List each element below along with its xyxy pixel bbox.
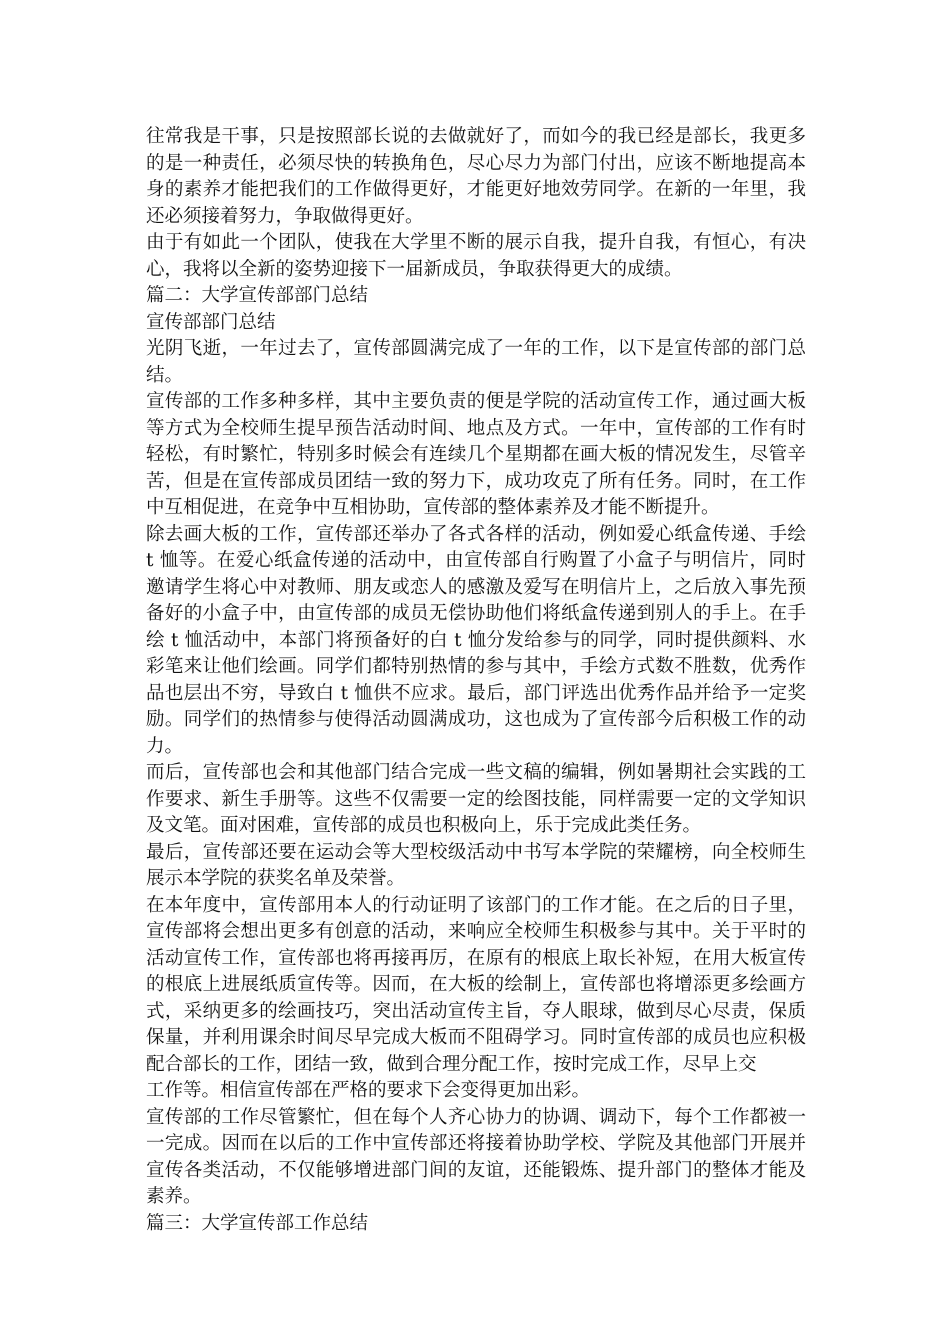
paragraph: 由于有如此一个团队，使我在大学里不断的展示自我，提升自我，有恒心，有决心，我将以全新的姿势迎接下一届新成员，争取获得更大的成绩。 xyxy=(146,232,806,280)
paragraph: 在本年度中，宣传部用本人的行动证明了该部门的工作才能。在之后的日子里，宣传部将会想出更多有创意的活动，来响应全校师生积极参与其中。关于平时的活动宣传工作，宣传部也将再接再厉，在原有的根底上取长补短，在用大板宣传的根底上进展纸质宣传等。因而，在大板的绘制上，宣传部也将增添更多绘画方式，采纳更多的绘画技巧，突出活动宣传主旨，夺人眼球，做到尽心尽责，保质保量，并利用课余时间尽早完成大板而不阻碍学习。同时宣传部的成员也应积极配合部长的工作，团结一致，做到合理分配工作，按时完成工作，尽早上交 xyxy=(146,894,806,1075)
document-body xyxy=(146,124,806,1237)
paragraph: 工作等。相信宣传部在严格的要求下会变得更加出彩。 xyxy=(146,1080,591,1101)
section-subheading: 宣传部部门总结 xyxy=(146,311,276,333)
paragraph: 宣传部的工作尽管繁忙，但在每个人齐心协力的协调、调动下，每个工作都被一一完成。因而在以后的工作中宣传部还将接着协助学校、学院及其他部门开展并宣传各类活动，不仅能够增进部门间的友谊，还能锻炼、提升部门的整体才能及素养。 xyxy=(146,1106,806,1207)
section-heading: 篇三：大学宣传部工作总结 xyxy=(146,1212,369,1234)
paragraph: 光阴飞逝，一年过去了，宣传部圆满完成了一年的工作，以下是宣传部的部门总结。 xyxy=(146,338,806,386)
paragraph: 而后，宣传部也会和其他部门结合完成一些文稿的编辑，例如暑期社会实践的工作要求、新生手册等。这些不仅需要一定的绘图技能，同样需要一定的文学知识及文笔。面对困难，宣传部的成员也积极向上，乐于完成此类任务。 xyxy=(146,762,806,836)
paragraph: 往常我是干事，只是按照部长说的去做就好了，而如今的我已经是部长，我更多的是一种责任，必须尽快的转换角色，尽心尽力为部门付出，应该不断地提高本身的素养才能把我们的工作做得更好，才能更好地效劳同学。在新的一年里，我还必须接着努力，争取做得更好。 xyxy=(146,126,806,227)
paragraph: 宣传部的工作多种多样，其中主要负责的便是学院的活动宣传工作，通过画大板等方式为全校师生提早预告活动时间、地点及方式。一年中，宣传部的工作有时轻松，有时繁忙，特别多时候会有连续几个星期都在画大板的情况发生，尽管辛苦，但是在宣传部成员团结一致的努力下，成功攻克了所有任务。同时，在工作中互相促进，在竞争中互相协助，宣传部的整体素养及才能不断提升。 xyxy=(146,391,806,518)
paragraph: 最后，宣传部还要在运动会等大型校级活动中书写本学院的荣耀榜，向全校师生展示本学院的获奖名单及荣誉。 xyxy=(146,841,806,889)
section-heading: 篇二：大学宣传部部门总结 xyxy=(146,285,369,306)
paragraph: 除去画大板的工作，宣传部还举办了各式各样的活动，例如爱心纸盒传递、手绘 t 恤等。在爱心纸盒传递的活动中，由宣传部自行购置了小盒子与明信片，同时邀请学生将心中对教师、朋友或恋人的感激及爱写在明信片上，之后放入事先预备好的小盒子中，由宣传部的成员无偿协助他们将纸盒传递到别人的手上。在手绘 t 恤活动中，本部门将预备好的白 t 恤分发给参与的同学，同时提供颜料、水彩笔来让他们绘画。同学们都特别热情的参与其中，手绘方式数不胜数，优秀作品也层出不穷，导致白 t 恤供不应求。最后，部门评选出优秀作品并给予一定奖励。同学们的热情参与使得活动圆满成功，这也成为了宣传部今后积极工作的动力。 xyxy=(146,523,806,757)
